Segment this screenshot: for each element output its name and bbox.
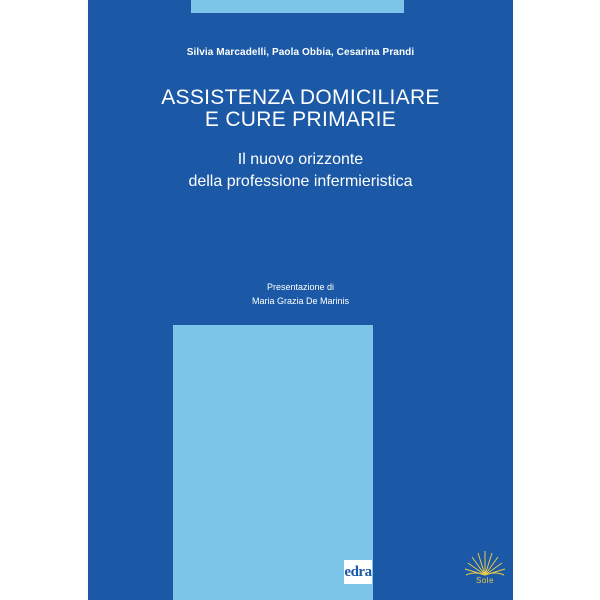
- series-mark: [460, 545, 510, 585]
- authors: Silvia Marcadelli, Paola Obbia, Cesarina Prandi: [186, 47, 415, 58]
- light-blue-block: [173, 325, 373, 600]
- presentation: [88, 280, 513, 308]
- book-subtitle: [88, 149, 513, 193]
- top-accent-bar: [191, 0, 404, 13]
- publisher-logo-text: edra: [344, 563, 372, 580]
- title-line-2: E CURE PRIMARIE: [204, 108, 397, 131]
- presenter-name: Maria Grazia De Marinis: [251, 296, 350, 306]
- subtitle-line-2: della professione infermieristica: [188, 173, 413, 190]
- series-text: Sole: [475, 576, 494, 585]
- sun-book-icon: [460, 545, 510, 577]
- subtitle-line-1: Il nuovo orizzonte: [237, 151, 364, 168]
- publisher-logo: [344, 560, 372, 584]
- book-cover: [88, 0, 513, 600]
- title-line-1: ASSISTENZA DOMICILIARE: [161, 86, 440, 109]
- presentation-label: Presentazione di: [266, 282, 335, 292]
- book-title: [88, 87, 513, 131]
